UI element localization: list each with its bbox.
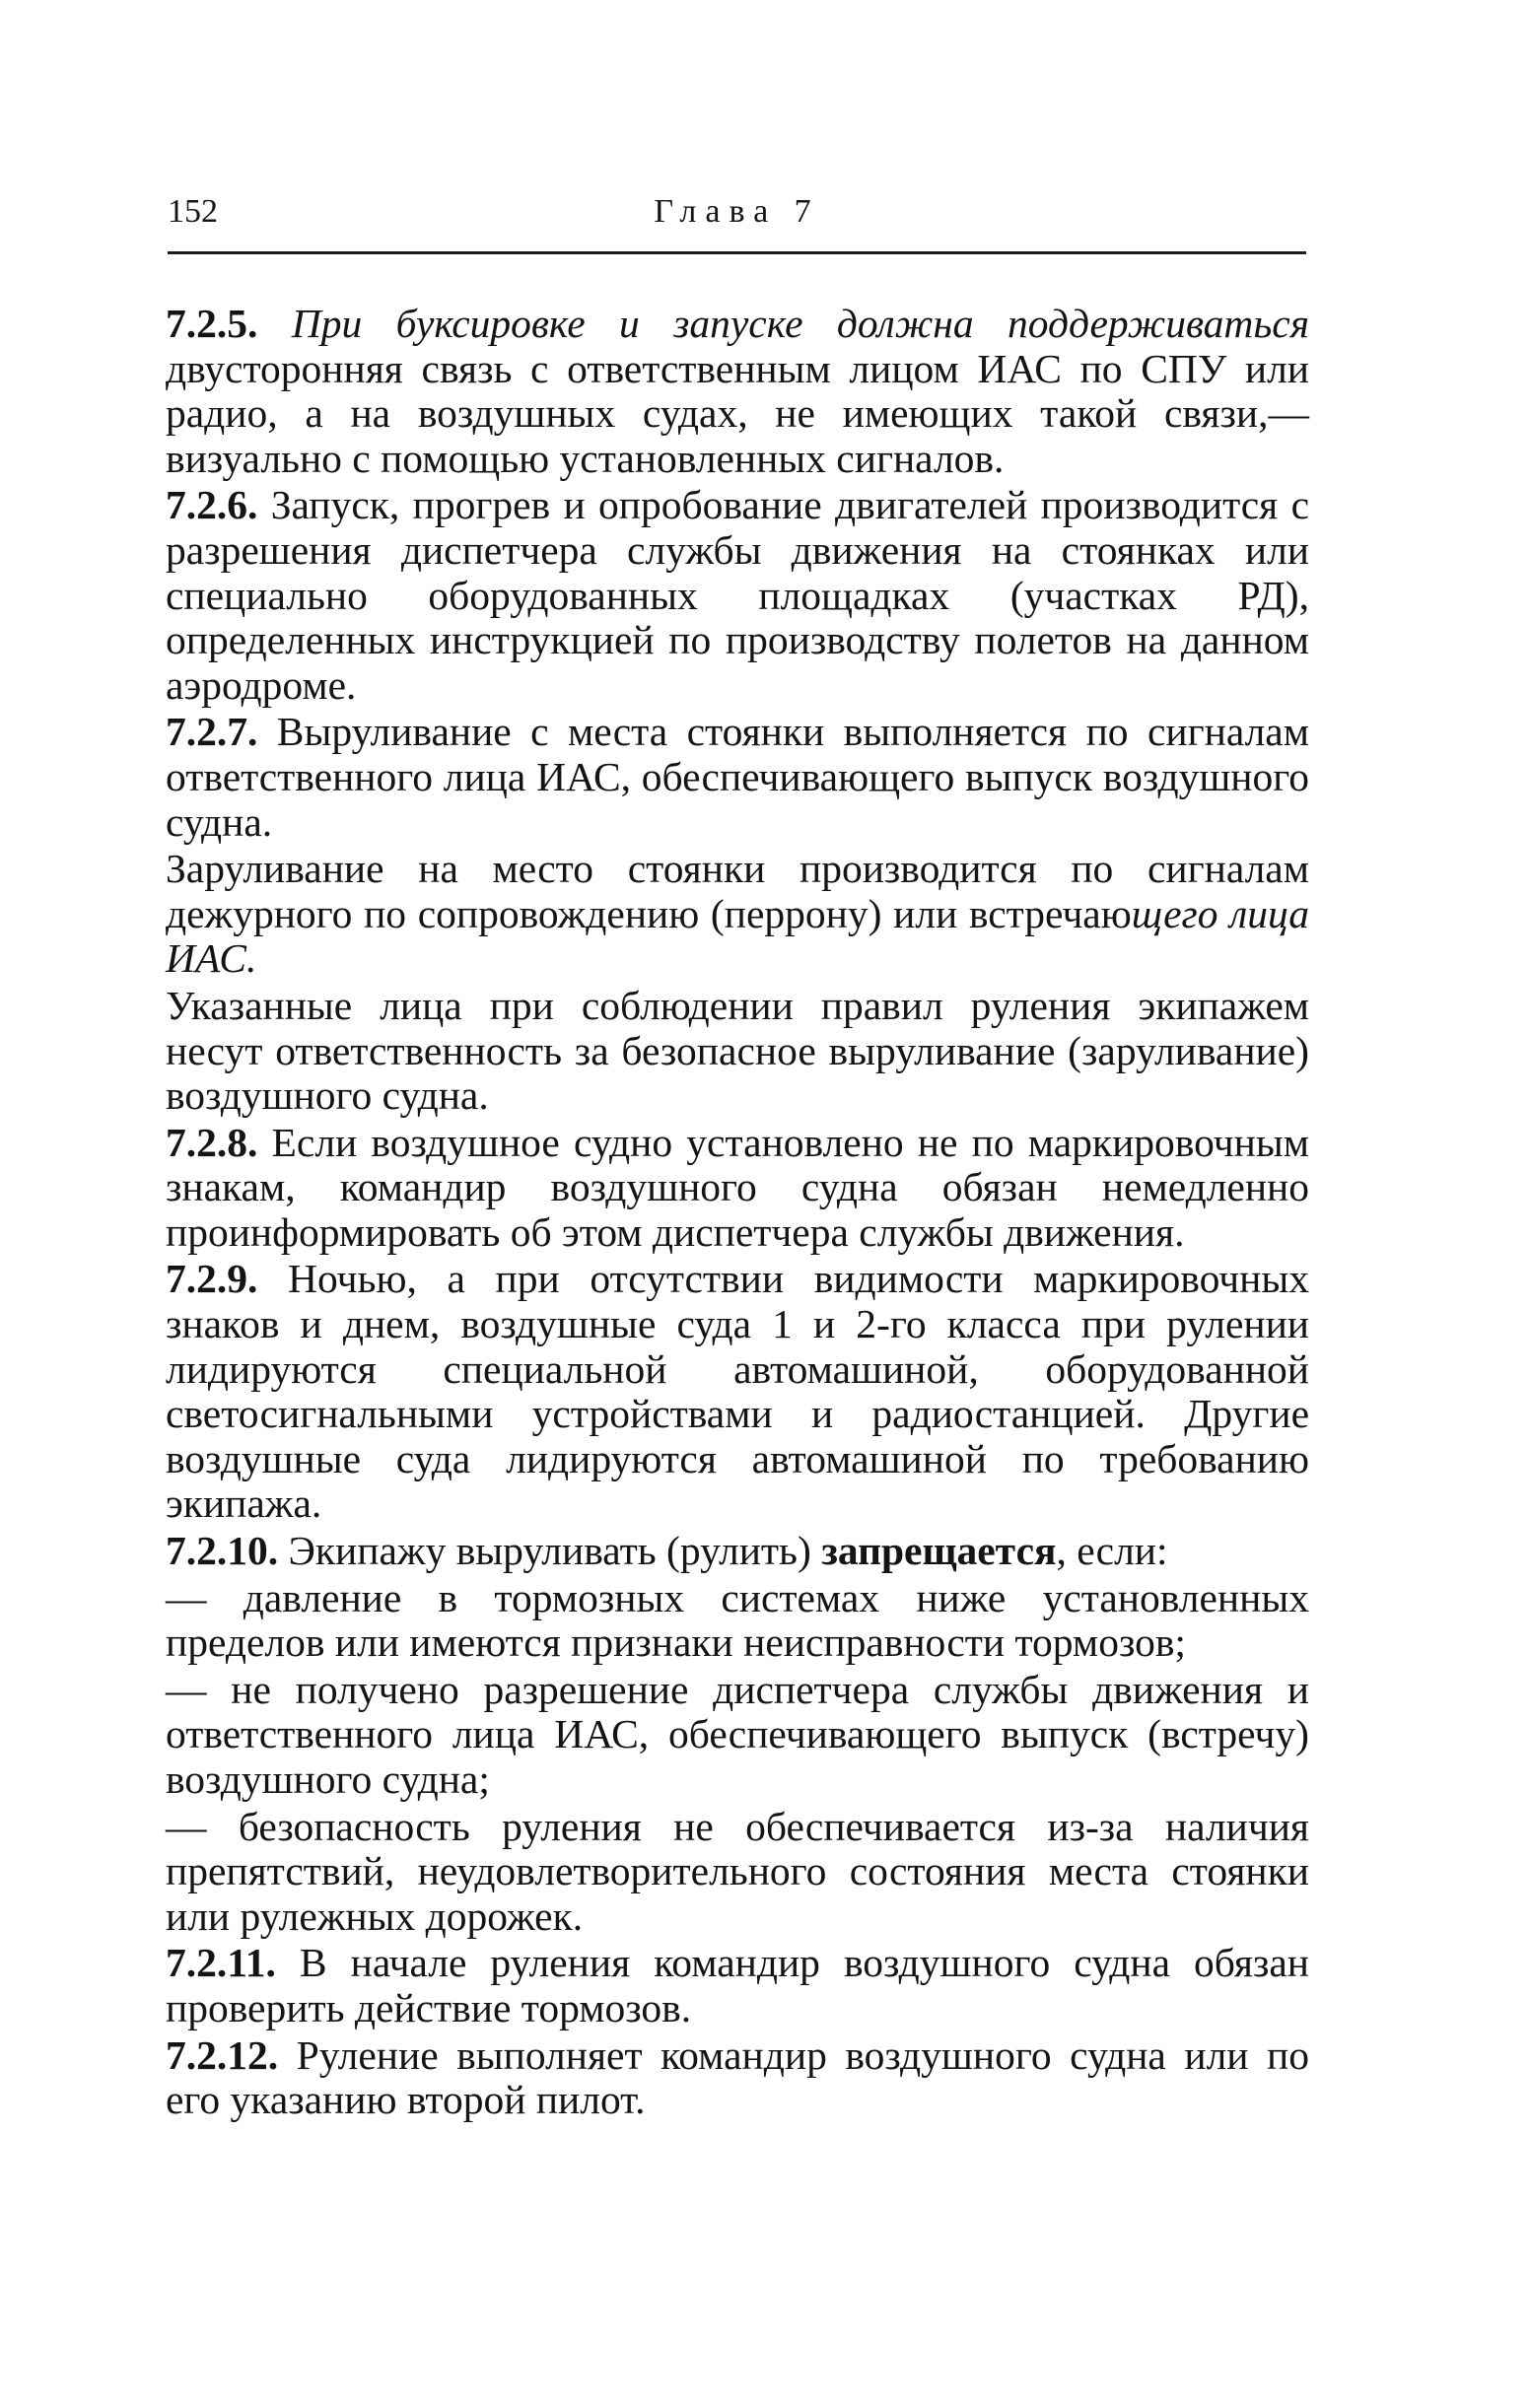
running-head: Глава 7 (654, 193, 820, 230)
paragraph-7-2-10 (166, 1529, 1309, 1574)
paragraph-7-2-7 (166, 710, 1309, 845)
section-number: 7.2.7. (166, 709, 258, 755)
paragraph-text: , если: (1056, 1528, 1168, 1574)
list-item-text: — давление в тормозных системах ниже установленных пределов или имеются признаки неисправности тормозов; (166, 1574, 1309, 1666)
section-number: 7.2.12. (166, 2031, 279, 2078)
section-number: 7.2.6. (166, 482, 258, 528)
paragraph-responsibility (166, 984, 1309, 1119)
header-rule (168, 251, 1306, 254)
page-number: 152 (168, 193, 218, 230)
paragraph-text: При буксировке и запуске должна поддерживаться (291, 301, 1310, 346)
paragraph-text: двусторонняя связь с ответственным лицом ИАС по СПУ или радио, а на воздушных судах, не имеющих такой связи,— визуально с помощью установленных сигналов. (166, 345, 1309, 481)
list-item-safety (166, 1805, 1309, 1940)
paragraph-text: Запуск, прогрев и опробование двигателей производится с разрешения диспетчера службы движения на стоянках или специально оборудованных площадках (участках РД), определенных инструкцией по производству полетов на данном аэродроме. (166, 482, 1309, 708)
paragraph-taxi-in (166, 847, 1309, 982)
section-number: 7.2.5. (166, 301, 258, 346)
body-text (166, 302, 1309, 2125)
paragraph-7-2-11 (166, 1941, 1309, 2030)
list-item-text: — не получено разрешение диспетчера службы движения и ответственного лица ИАС, обеспечивающего выпуск (встречу) воздушного судна; (166, 1666, 1309, 1802)
paragraph-text: Указанные лица при соблюдении правил руления экипажем несут ответственность за безопасное выруливание (заруливание) воздушного судна. (166, 982, 1309, 1119)
paragraph-7-2-5 (166, 302, 1309, 481)
page-header (168, 192, 1306, 261)
paragraph-7-2-8 (166, 1121, 1309, 1256)
paragraph-7-2-6 (166, 483, 1309, 708)
paragraph-text: Заруливание на место стоянки производится по сигналам дежурного по сопровождению (перрону) или встречаю (166, 846, 1309, 936)
section-number: 7.2.9. (166, 1256, 258, 1302)
list-item-no-clearance (166, 1668, 1309, 1803)
paragraph-text: Руление выполняет командир воздушного судна или по его указанию второй пилот. (166, 2031, 1309, 2123)
paragraph-text: Если воздушное судно установлено не по маркировочным знакам, командир воздушного судна обязан немедленно проинформировать об этом диспетчера службы движения. (166, 1119, 1309, 1255)
paragraph-text: В начале руления командир воздушного судна обязан проверить действие тормозов. (166, 1940, 1309, 2030)
paragraph-text-italic: щего лица ИАС. (166, 890, 1309, 982)
paragraph-7-2-12 (166, 2033, 1309, 2123)
paragraph-text: Выруливание с места стоянки выполняется по сигналам ответственного лица ИАС, обеспечивающего выпуск воздушного судна. (166, 709, 1309, 845)
paragraph-text: Ночью, а при отсутствии видимости маркировочных знаков и днем, воздушные суда 1 и 2-го класса при рулении лидируются специальной автомашиной, оборудованной светосигнальными устройствами и радиостанцией. Другие воздушные суда лидируются автомашиной по требованию экипажа. (166, 1256, 1309, 1527)
paragraph-text: Экипажу выруливать (рулить) (278, 1528, 822, 1574)
section-number: 7.2.10. (166, 1528, 279, 1574)
list-item-brakes-pressure (166, 1576, 1309, 1666)
paragraph-text-bold: запрещается (821, 1528, 1057, 1574)
paragraph-7-2-9 (166, 1257, 1309, 1527)
section-number: 7.2.8. (166, 1119, 258, 1165)
list-item-text: — безопасность руления не обеспечивается из-за наличия препятствий, неудовлетворительного состояния места стоянки или рулежных дорожек. (166, 1803, 1309, 1939)
section-number: 7.2.11. (166, 1940, 276, 1986)
